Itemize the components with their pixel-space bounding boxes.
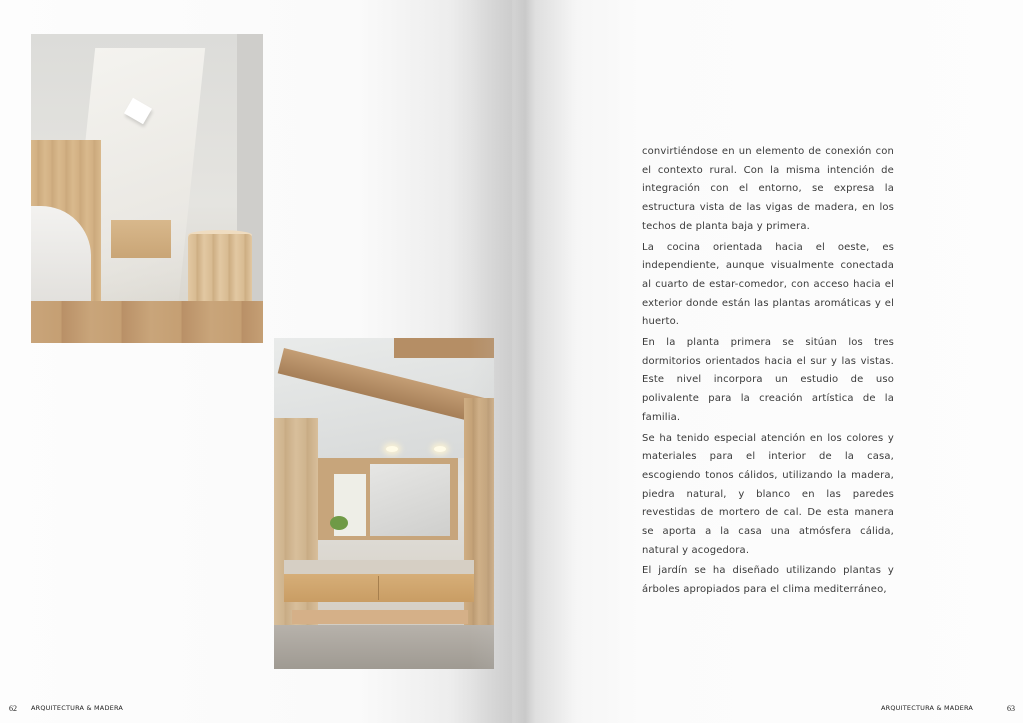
paragraph: Se ha tenido especial atención en los colores y materiales para el interior de la casa, escogiendo tonos cálidos, utilizando la madera, piedra natural, y blanco en las paredes revestidas de mortero de cal. De esta manera se aporta a la casa una atmósfera cálida, natural y acogedora.: [642, 432, 894, 556]
article-body: [642, 143, 894, 602]
vanity-drawers: [284, 574, 474, 602]
book-gutter: [470, 0, 580, 723]
page-number-right: 63: [1007, 704, 1015, 713]
bathroom-floor: [274, 625, 494, 669]
running-title-right: ARQUITECTURA & MADERA: [881, 704, 974, 712]
lower-shelf: [292, 610, 468, 624]
ceiling-spotlight: [434, 446, 446, 452]
page-number-left: 62: [9, 704, 17, 713]
bedside-shelf: [111, 220, 171, 258]
paragraph: En la planta primera se sitúan los tres dormitorios orientados hacia el sur y las vistas. Este nivel incorpora un estudio de uso polivalente para la creación artística de la familia.: [642, 337, 894, 423]
running-title-left: ARQUITECTURA & MADERA: [31, 704, 124, 712]
potted-plant: [330, 516, 348, 530]
paragraph: El jardín se ha diseñado utilizando plantas y árboles apropiados para el clima mediterráneo,: [642, 565, 894, 596]
vanity-countertop: [284, 560, 474, 574]
wood-floor: [31, 301, 263, 343]
bathroom-photo: [274, 338, 494, 669]
paragraph: La cocina orientada hacia el oeste, es independiente, aunque visualmente conectada al cuarto de estar-comedor, con acceso hacia el exterior donde están las plantas aromáticas y el huerto.: [642, 241, 894, 328]
ceiling-spotlight: [386, 446, 398, 452]
mirror: [370, 464, 450, 536]
bedroom-photo: [31, 34, 263, 343]
paragraph: convirtiéndose en un elemento de conexión con el contexto rural. Con la misma intención de integración con el entorno, se expresa la estructura vista de las vigas de madera, en los techos de planta baja y primera.: [642, 146, 894, 232]
